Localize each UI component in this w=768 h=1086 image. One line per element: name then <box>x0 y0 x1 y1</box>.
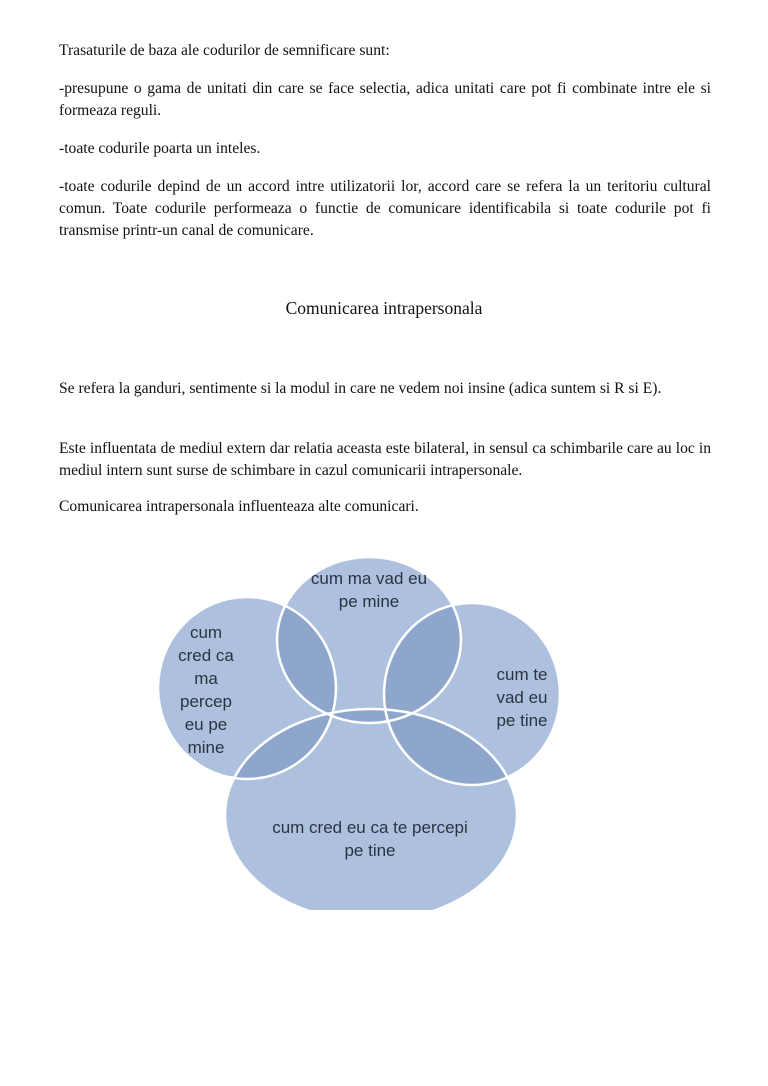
left-circle-label-2: cred ca <box>178 646 234 665</box>
left-circle-label-1: cum <box>189 623 223 642</box>
bottom-ellipse-label-1: cum cred eu ca te percepi <box>272 818 468 837</box>
venn-diagram <box>150 530 580 910</box>
top-circle-label-2: pe mine <box>338 592 400 611</box>
paragraph-units: -presupune o gama de unitati din care se face selectia, adica unitati care pot fi combinate intre ele si formeaza reguli. <box>59 80 711 119</box>
bottom-ellipse-label-2: pe tine <box>344 841 396 860</box>
left-circle-label-3: ma <box>194 669 218 688</box>
section-heading: Comunicarea intrapersonala <box>285 298 483 318</box>
left-circle-label-6: mine <box>187 738 225 757</box>
right-circle-label-1: cum te <box>496 665 548 684</box>
paragraph-influence: Este influentata de mediul extern dar relatia aceasta este bilateral, in sensul ca schimbarile care au loc in mediul intern sunt surse de schimbare in cazul comunicarii intrapersonale. <box>59 440 711 479</box>
left-circle-label-5: eu pe <box>184 715 228 734</box>
paragraph-conclusion: Comunicarea intrapersonala influenteaza alte comunicari. <box>59 498 419 515</box>
right-circle-label-2: vad eu <box>496 688 548 707</box>
top-circle-label-1: cum ma vad eu <box>310 569 428 588</box>
left-circle-label-4: percep <box>180 692 232 711</box>
paragraph-definition: Se refera la ganduri, sentimente si la modul in care ne vedem noi insine (adica suntem si R si E). <box>59 380 662 397</box>
paragraph-meaning: -toate codurile poarta un inteles. <box>59 140 261 157</box>
right-circle-label-3: pe tine <box>496 711 548 730</box>
paragraph-accord: -toate codurile depind de un accord intre utilizatorii lor, accord care se refera la un teritoriu cultural comun. Toate codurile performeaza o functie de comunicare identificabila si toate codurile pot fi transmise printr-un canal de comunicare. <box>59 178 711 239</box>
paragraph-intro: Trasaturile de baza ale codurilor de semnificare sunt: <box>59 42 390 59</box>
